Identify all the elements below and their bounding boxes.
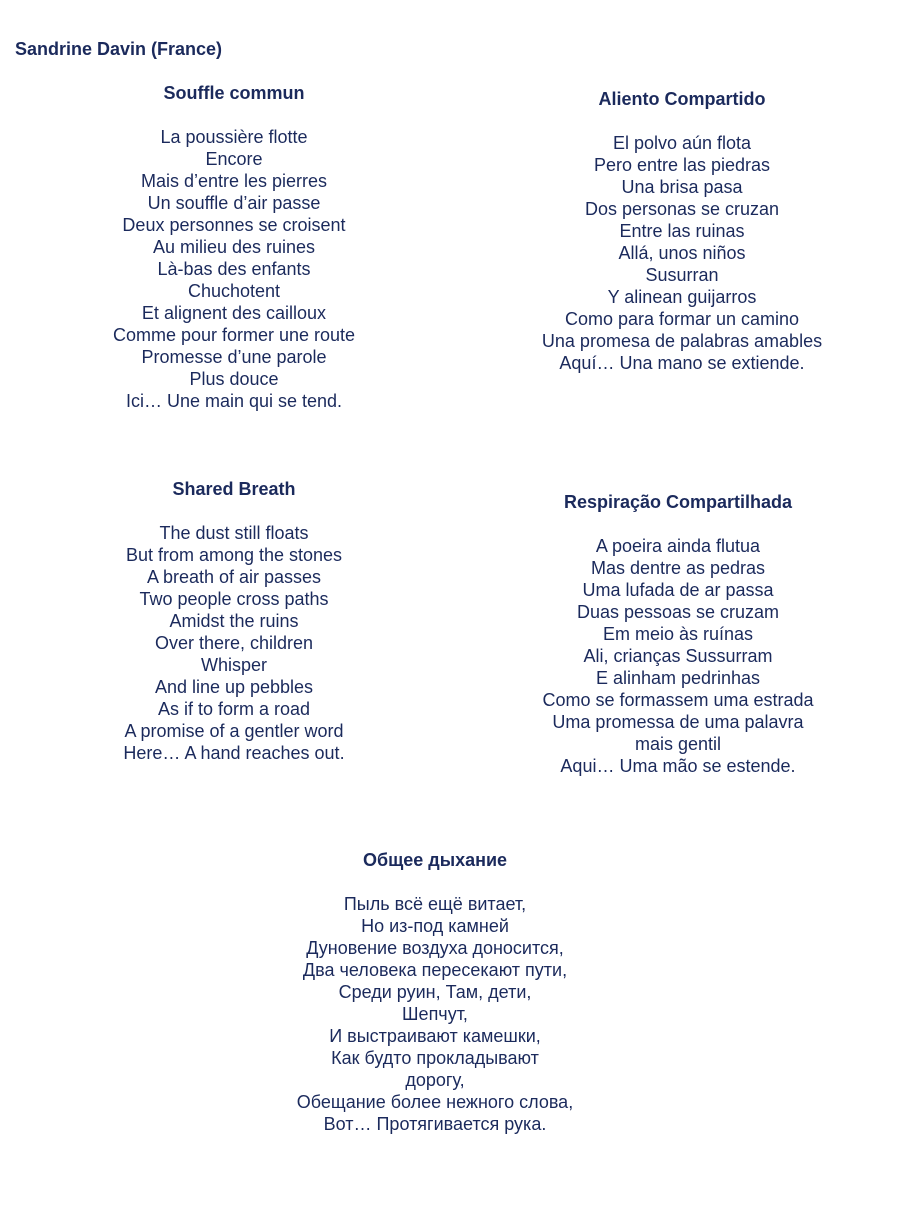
poem-line: Una brisa pasa	[621, 177, 743, 197]
poem-title: Shared Breath	[172, 479, 296, 499]
poem-line: Y alinean guijarros	[607, 287, 757, 307]
poem-line: Whisper	[200, 655, 267, 675]
poem-lines	[542, 132, 822, 374]
poem-title: Respiração Compartilhada	[563, 492, 793, 512]
poem-line: The dust still floats	[159, 523, 309, 543]
poem-line: mais gentil	[634, 734, 722, 754]
poem-line: Como se formassem uma estrada	[542, 690, 814, 710]
poem-russian	[297, 849, 573, 1135]
poem-line: Deux personnes se croisent	[122, 215, 346, 235]
poem-line: Вот… Протягивается рука.	[323, 1114, 547, 1134]
poem-line: Дуновение воздуха доносится,	[306, 938, 564, 958]
poem-line: But from among the stones	[125, 545, 343, 565]
poem-lines	[113, 126, 355, 412]
poem-line: Plus douce	[189, 369, 279, 389]
poem-line: Au milieu des ruines	[152, 237, 316, 257]
poem-line: Chuchotent	[187, 281, 281, 301]
poem-line: И выстраивают камешки,	[329, 1026, 541, 1046]
poem-lines	[542, 535, 813, 777]
poem-line: Here… A hand reaches out.	[123, 743, 345, 763]
poem-line: Et alignent des cailloux	[141, 303, 327, 323]
poem-line: Обещание более нежного слова,	[296, 1092, 574, 1112]
poem-line: Comme pour former une route	[112, 325, 356, 345]
poem-line: A breath of air passes	[146, 567, 322, 587]
poem-lines	[297, 893, 573, 1135]
poem-line: A poeira ainda flutua	[595, 536, 761, 556]
poem-line: E alinham pedrinhas	[595, 668, 761, 688]
poem-line: Entre las ruinas	[619, 221, 745, 241]
poem-line: Aqui… Uma mão se estende.	[560, 756, 796, 776]
poem-line: Ici… Une main qui se tend.	[125, 391, 343, 411]
poem-line: As if to form a road	[157, 699, 311, 719]
poem-line: Как будто прокладывают	[331, 1048, 539, 1068]
poem-line: Среди руин, Там, дети,	[338, 982, 532, 1002]
poem-line: Uma promessa de uma palavra	[552, 712, 804, 732]
poem-portuguese	[542, 491, 813, 777]
poem-french	[113, 82, 355, 412]
poem-line: Пыль всё ещё витает,	[343, 894, 527, 914]
poem-line: Uma lufada de ar passa	[582, 580, 774, 600]
poem-line: Como para formar un camino	[564, 309, 800, 329]
poem-english	[123, 478, 344, 764]
poem-title: Общее дыхание	[362, 850, 508, 870]
poem-line: Promesse d’une parole	[141, 347, 327, 367]
poem-line: Two people cross paths	[139, 589, 329, 609]
poem-line: Una promesa de palabras amables	[541, 331, 823, 351]
poem-line: Два человека пересекают пути,	[302, 960, 568, 980]
poem-line: A promise of a gentler word	[124, 721, 344, 741]
poem-title: Aliento Compartido	[598, 89, 766, 109]
poem-line: Шепчут,	[402, 1004, 468, 1024]
poem-line: Un souffle d’air passe	[147, 193, 321, 213]
poem-line: Encore	[205, 149, 263, 169]
poem-spanish	[542, 88, 822, 374]
poem-line: Là-bas des enfants	[157, 259, 311, 279]
poem-line: Но из-под камней	[361, 916, 509, 936]
poem-line: Over there, children	[154, 633, 314, 653]
poem-title: Souffle commun	[163, 83, 305, 103]
poem-line: Aquí… Una mano se extiende.	[559, 353, 805, 373]
poem-line: Amidst the ruins	[169, 611, 299, 631]
poem-line: Em meio às ruínas	[602, 624, 754, 644]
poem-line: Dos personas se cruzan	[584, 199, 780, 219]
poem-line: Ali, crianças Sussurram	[583, 646, 773, 666]
poem-line: And line up pebbles	[154, 677, 314, 697]
poem-line: Allá, unos niños	[618, 243, 746, 263]
poem-line: Mais d’entre les pierres	[140, 171, 328, 191]
poem-line: Duas pessoas se cruzam	[576, 602, 780, 622]
poem-lines	[123, 522, 344, 764]
poem-line: Susurran	[645, 265, 719, 285]
poem-line: дорогу,	[405, 1070, 465, 1090]
poem-line: Pero entre las piedras	[593, 155, 771, 175]
poem-line: El polvo aún flota	[612, 133, 752, 153]
poem-line: Mas dentre as pedras	[590, 558, 766, 578]
poem-line: La poussière flotte	[160, 127, 308, 147]
author-name: Sandrine Davin (France)	[15, 39, 223, 59]
